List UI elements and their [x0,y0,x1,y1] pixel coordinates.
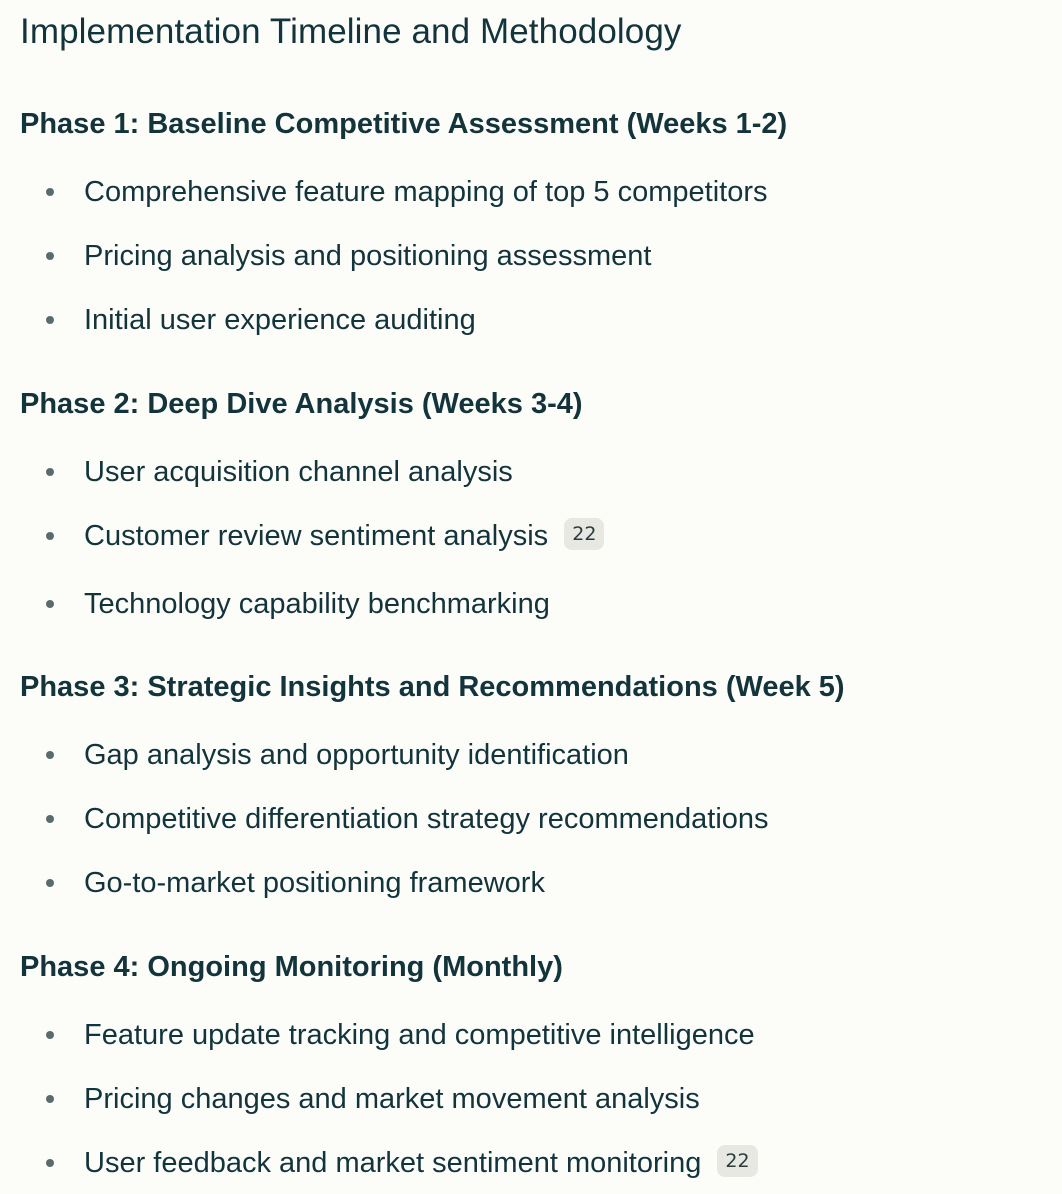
phase-4-list [20,1011,1050,1194]
bullet-icon [46,188,54,196]
list-item [20,168,1050,232]
list-item-text: Pricing changes and market movement analysis [84,1083,700,1115]
list-item-text: Comprehensive feature mapping of top 5 competitors [84,176,768,208]
list-item [20,1139,1050,1194]
bullet-icon [46,751,54,759]
phase-3-section [20,667,1050,923]
list-item-text: User feedback and market sentiment monitoring [84,1147,702,1179]
list-item [20,580,1050,644]
phase-1-list [20,168,1050,360]
bullet-icon [46,1095,54,1103]
citation-badge[interactable]: 22 [717,1145,757,1177]
list-item-text: Gap analysis and opportunity identification [84,739,629,771]
phase-4-heading: Phase 4: Ongoing Monitoring (Monthly) [20,951,563,983]
bullet-icon [46,1031,54,1039]
phase-1-section [20,104,1050,360]
phase-2-heading: Phase 2: Deep Dive Analysis (Weeks 3-4) [20,388,583,420]
bullet-icon [46,316,54,324]
list-item [20,1011,1050,1075]
phase-1-heading: Phase 1: Baseline Competitive Assessment (Weeks 1-2) [20,108,788,140]
list-item [20,1075,1050,1139]
list-item [20,296,1050,360]
list-item [20,731,1050,795]
list-item-text: Go-to-market positioning framework [84,867,545,899]
bullet-icon [46,252,54,260]
list-item-text: Feature update tracking and competitive intelligence [84,1019,755,1051]
list-item [20,859,1050,923]
list-item-text: User acquisition channel analysis [84,456,513,488]
phase-3-list [20,731,1050,923]
list-item [20,795,1050,859]
list-item [20,448,1050,512]
bullet-icon [46,532,54,540]
list-item-text: Pricing analysis and positioning assessment [84,240,652,272]
phase-4-section [20,947,1050,1194]
bullet-icon [46,1159,54,1167]
bullet-icon [46,815,54,823]
list-item-text: Customer review sentiment analysis [84,520,549,552]
list-item [20,232,1050,296]
bullet-icon [46,468,54,476]
citation-badge[interactable]: 22 [564,518,604,550]
phase-2-section [20,384,1050,644]
list-item-text: Competitive differentiation strategy recommendations [84,803,769,835]
bullet-icon [46,879,54,887]
bullet-icon [46,600,54,608]
list-item-text: Initial user experience auditing [84,304,476,336]
phase-3-heading: Phase 3: Strategic Insights and Recommendations (Week 5) [20,671,845,703]
list-item [20,512,1050,580]
phase-2-list [20,448,1050,644]
list-item-text: Technology capability benchmarking [84,588,550,620]
page-title: Implementation Timeline and Methodology [20,12,682,51]
